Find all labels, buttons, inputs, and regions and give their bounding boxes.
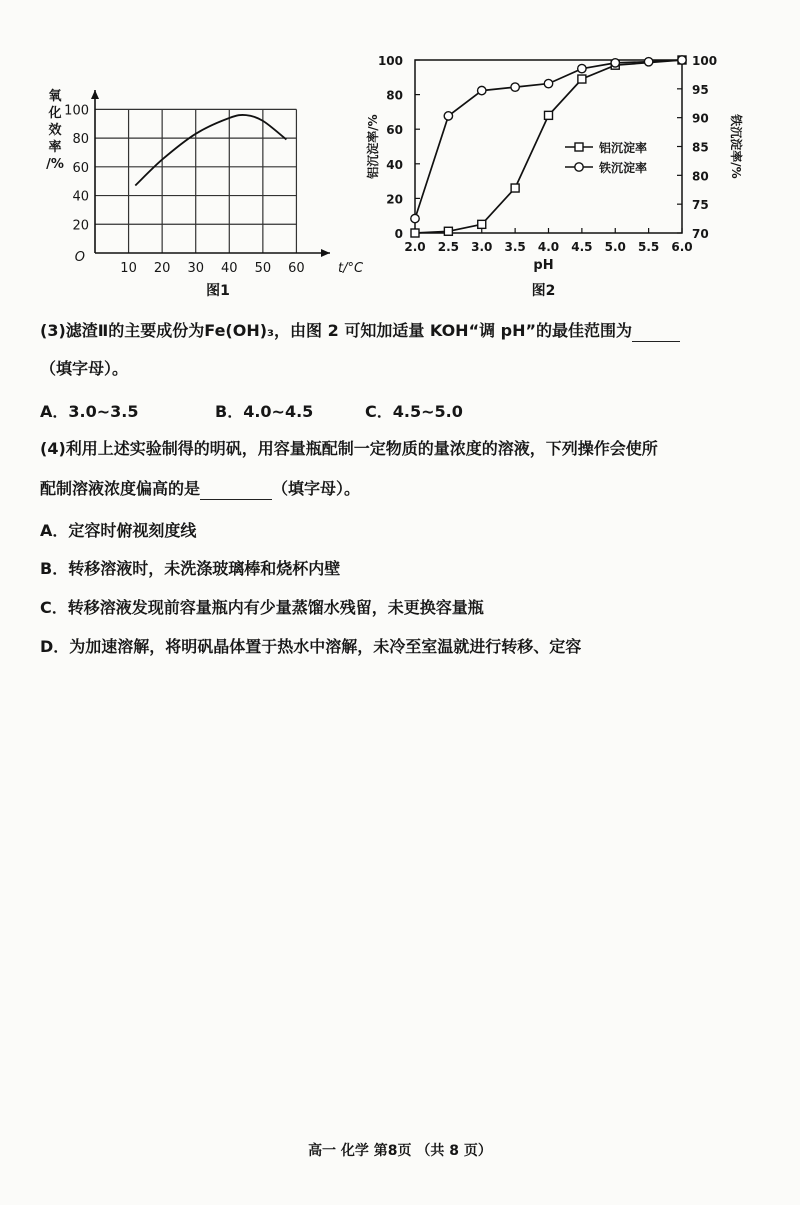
question-3-line-1 <box>40 320 750 342</box>
aluminum-data-point <box>578 75 586 83</box>
iron-data-point <box>544 79 552 87</box>
aluminum-data-point <box>511 184 519 192</box>
y-right-tick-label: 100 <box>692 54 718 68</box>
aluminum-data-point <box>411 229 419 237</box>
answer-blank-q4[interactable] <box>200 483 272 500</box>
y-axis-label: 氧化效率/% <box>46 89 64 172</box>
y-left-axis-label: 铝沉淀率/% <box>366 114 380 179</box>
y-left-tick-label: 80 <box>386 88 403 103</box>
q4-option-b: B．转移溶液时，未洗涤玻璃棒和烧杯内壁 <box>40 559 341 578</box>
iron-data-point <box>678 56 686 64</box>
iron-data-point <box>578 64 586 72</box>
y-left-tick-label: 0 <box>394 227 403 241</box>
aluminum-data-point <box>478 220 486 228</box>
question-4-text: (4)利用上述实验制得的明矾，用容量瓶配制一定物质的量浓度的溶液，下列操作会使所 <box>40 439 658 458</box>
figure-1-series <box>135 115 286 186</box>
y-left-tick-label: 40 <box>386 157 403 172</box>
figure-1-oxidation-efficiency-chart <box>30 40 364 305</box>
question-4-line-2 <box>40 478 750 500</box>
question-4-line-1 <box>40 438 750 460</box>
y-tick-label: 100 <box>64 103 89 119</box>
x-axis-label: t/°C <box>338 261 364 276</box>
q3-option-c: C．4.5~5.0 <box>365 402 463 421</box>
y-left-tick-label: 60 <box>386 123 403 138</box>
x-tick-label: 30 <box>187 261 204 276</box>
legend-square-marker <box>575 143 583 151</box>
x-tick-label: 5.0 <box>604 240 626 254</box>
y-right-axis-label: 铁沉淀率/% <box>729 114 743 179</box>
y-left-tick-label: 20 <box>386 192 403 207</box>
legend-label: 铝沉淀率 <box>599 141 648 155</box>
iron-data-point <box>411 214 419 222</box>
oxidation-efficiency-curve <box>135 115 286 186</box>
figure-1-grid <box>95 109 296 253</box>
x-tick-label: 60 <box>288 261 305 276</box>
origin-label: O <box>74 250 85 265</box>
iron-data-point <box>644 58 652 66</box>
x-axis-label: pH <box>533 258 554 273</box>
y-tick-label: 40 <box>72 189 89 205</box>
y-tick-label: 20 <box>72 218 89 234</box>
x-tick-label: 6.0 <box>671 240 693 254</box>
x-tick-label: 50 <box>254 261 272 276</box>
question-4-fill-hint: （填字母）。 <box>272 479 361 498</box>
legend-circle-marker <box>575 163 583 171</box>
figure-1-caption: 图1 <box>206 283 230 299</box>
answer-blank-q3[interactable] <box>632 325 680 342</box>
q4-option-c: C．转移溶液发现前容量瓶内有少量蒸馏水残留，未更换容量瓶 <box>40 598 484 617</box>
iron-data-point <box>478 86 486 94</box>
x-tick-label: 3.0 <box>471 240 493 254</box>
aluminum-data-point <box>444 227 452 235</box>
y-tick-label: 80 <box>72 132 89 148</box>
figure-2-labels <box>365 54 744 299</box>
aluminum-data-point <box>545 111 553 119</box>
y-right-tick-label: 90 <box>692 111 709 126</box>
iron-data-point <box>444 112 452 120</box>
x-tick-label: 2.5 <box>437 240 460 254</box>
iron-data-point <box>611 59 619 67</box>
q4-option-d: D．为加速溶解，将明矾晶体置于热水中溶解，未冷至室温就进行转移、定容 <box>40 637 582 656</box>
y-right-tick-label: 95 <box>692 82 709 97</box>
x-tick-label: 4.5 <box>571 240 593 254</box>
x-tick-label: 5.5 <box>637 240 660 254</box>
q3-option-b: B．4.0~4.5 <box>215 402 314 421</box>
x-tick-label: 20 <box>153 261 171 276</box>
figure-2-legend <box>565 140 647 175</box>
x-tick-label: 40 <box>221 261 238 276</box>
x-axis-arrow <box>321 249 330 257</box>
y-right-tick-label: 70 <box>692 227 709 241</box>
x-tick-label: 10 <box>120 261 137 276</box>
iron-data-point <box>511 83 519 91</box>
figure-1-axes <box>91 90 330 257</box>
question-3-line-2 <box>40 358 750 380</box>
question-3-fill-hint: （填字母）。 <box>40 359 129 378</box>
x-tick-label: 3.5 <box>504 240 526 254</box>
q3-option-a: A．3.0~3.5 <box>40 402 139 421</box>
legend-label: 铁沉淀率 <box>599 161 648 175</box>
x-tick-label: 4.0 <box>537 240 560 254</box>
figure-2-caption: 图2 <box>531 283 556 299</box>
figure-2-precipitation-rate-chart <box>360 40 750 305</box>
question-3-text: (3)滤渣Ⅱ的主要成份为Fe(OH)₃，由图 2 可知加适量 KOH“调 pH”的最佳范围为 <box>40 321 633 340</box>
y-right-tick-label: 80 <box>692 169 709 184</box>
page-footer: 高一 化学 第8页 （共 8 页） <box>308 1143 492 1159</box>
y-axis-arrow <box>91 90 99 99</box>
figure-1-labels <box>46 88 364 299</box>
y-right-tick-label: 85 <box>692 140 709 155</box>
question-4-prompt: 配制溶液浓度偏高的是 <box>40 479 201 498</box>
y-right-tick-label: 75 <box>692 198 709 213</box>
q4-option-a: A．定容时俯视刻度线 <box>40 521 197 540</box>
y-tick-label: 60 <box>72 160 89 176</box>
x-tick-label: 2.0 <box>404 240 426 254</box>
y-left-tick-label: 100 <box>377 54 403 68</box>
